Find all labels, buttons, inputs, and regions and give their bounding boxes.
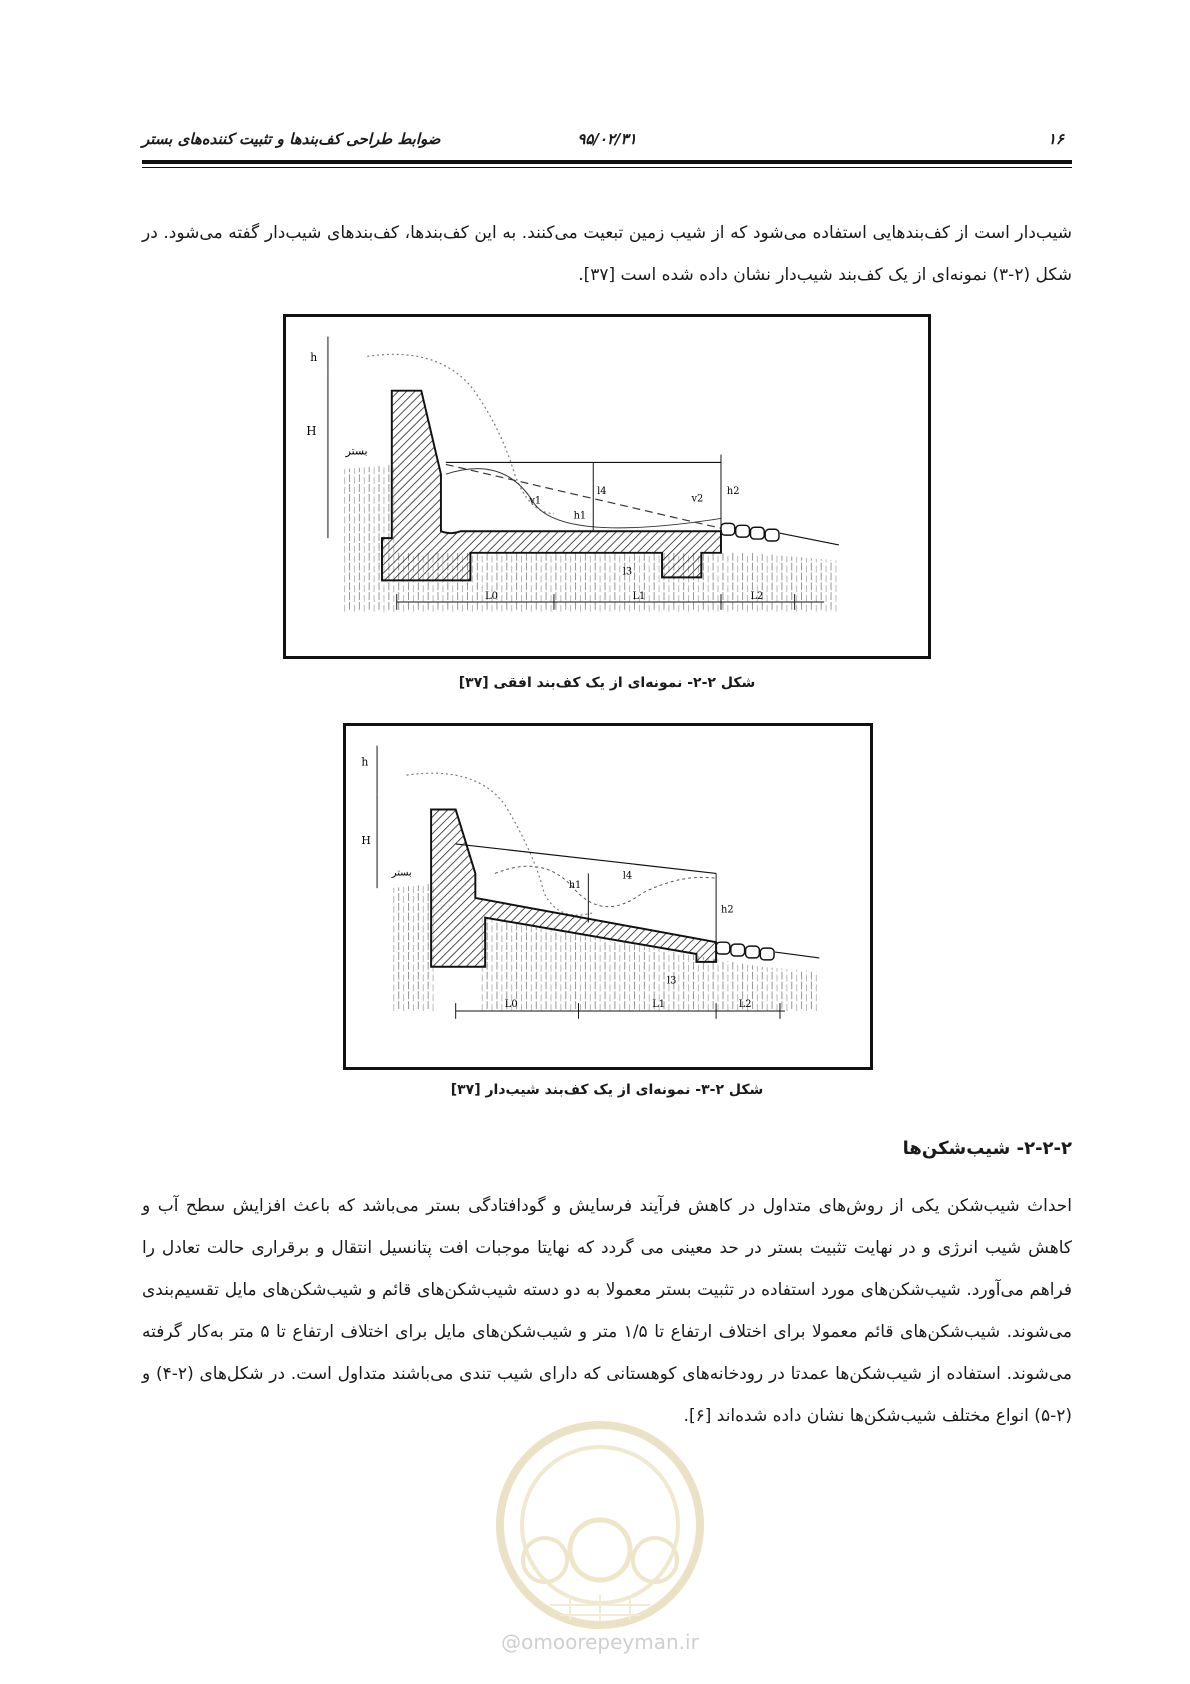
page-number: ۱۶ (1047, 130, 1064, 148)
label-h1: h1 (568, 880, 582, 892)
label-h2: h2 (726, 485, 740, 497)
label-l4: l4 (597, 485, 607, 497)
paragraph-drop-structures: احداث شیب‌شکن یکی از روش‌های متداول در کاهش فرآیند فرسایش و گودافتادگی بستر می‌باشد که باعث افزایش سطح آب و کاهش شیب انرژی و در نهایت تثبیت بستر در حد معینی می گردد که نهایتا موجبات افت پتانسیل انتقال و برقراری حالت تعادل را فراهم می‌آورد. شیب‌شکن‌های مورد استفاده در تثبیت بستر معمولا به دو دسته شیب‌شکن‌های قائم و شیب‌شکن‌های مایل تقسیم‌بندی می‌شوند. شیب‌شکن‌های قائم معمولا برای اختلاف ارتفاع تا ۱/۵ متر و شیب‌شکن‌های مایل برای اختلاف ارتفاع تا ۵ متر به‌کار گرفته می‌شوند. استفاده از شیب‌شکن‌ها عمدتا در رودخانه‌های کوهستانی که دارای شیب تندی می‌باشند متداول است. در شکل‌های (۲-۴) و (۲-۵) انواع مختلف شیب‌شکن‌ها نشان داده شده‌اند [۶]. (142, 1196, 1073, 1426)
header-date: ۹۵/۰۲/۳۱ (577, 130, 637, 148)
riprap (716, 942, 774, 960)
label-h2: h2 (721, 904, 734, 916)
label-l3: l3 (622, 566, 633, 578)
label-l0: L0 (485, 591, 498, 603)
label-H: H (306, 423, 317, 438)
section-heading: ۲-۲-۲- شیب‌شکن‌ها (902, 1138, 1072, 1159)
label-l3: l3 (666, 975, 677, 987)
label-bed: بستر (391, 867, 412, 879)
soil-left (392, 883, 436, 1011)
header-rule-thin (142, 167, 1072, 168)
label-l4: l4 (622, 870, 633, 882)
label-v2: v2 (691, 493, 704, 505)
figure1-caption: شکل ۲-۲- نمونه‌ای از یک کف‌بند افقی [۳۷] (458, 675, 756, 691)
paragraph-intro: شیب‌دار است از کف‌بندهایی استفاده می‌شود که از شیب زمین تبعیت می‌کنند. به این کف‌بندها، کف‌بندهای شیب‌دار گفته می‌شود. در شکل (۲-۳) نمونه‌ای از یک کف‌بند شیب‌دار نشان داده شده است [۳۷]. (142, 223, 1072, 285)
riprap (721, 523, 779, 541)
label-h: h (361, 755, 369, 769)
label-h1: h1 (573, 510, 587, 522)
label-l1: L1 (632, 591, 646, 603)
figure-horizontal-apron (283, 314, 931, 659)
figure2-caption: شکل ۲-۳- نمونه‌ای از یک کف‌بند شیب‌دار [۳۷] (450, 1082, 764, 1098)
page-header (142, 128, 1072, 156)
weir-wall (382, 391, 721, 581)
label-v1: v1 (529, 495, 542, 507)
jump-curve (495, 866, 716, 906)
label-l2: L2 (750, 591, 764, 603)
label-bed: بستر (345, 444, 368, 458)
tailwater-line (456, 844, 716, 873)
label-H: H (361, 833, 371, 847)
header-rule-thick (142, 160, 1072, 164)
watermark-text: @omoorepeyman.ir (501, 1630, 699, 1654)
label-l1: L1 (652, 999, 665, 1011)
label-l2: L2 (738, 999, 752, 1011)
watermark-seal-logo (470, 1410, 730, 1640)
label-h: h (310, 351, 318, 365)
figure-sloped-apron (343, 723, 873, 1070)
sloped-apron-diagram (346, 726, 870, 1067)
downstream-bed (780, 533, 839, 545)
soil-right (760, 967, 819, 1011)
horizontal-apron-diagram (286, 317, 928, 656)
header-title: ضوابط طراحی کف‌بندها و تثبیت کننده‌های بستر (142, 130, 441, 148)
downstream-bed (775, 952, 819, 958)
label-l0: L0 (504, 999, 518, 1011)
